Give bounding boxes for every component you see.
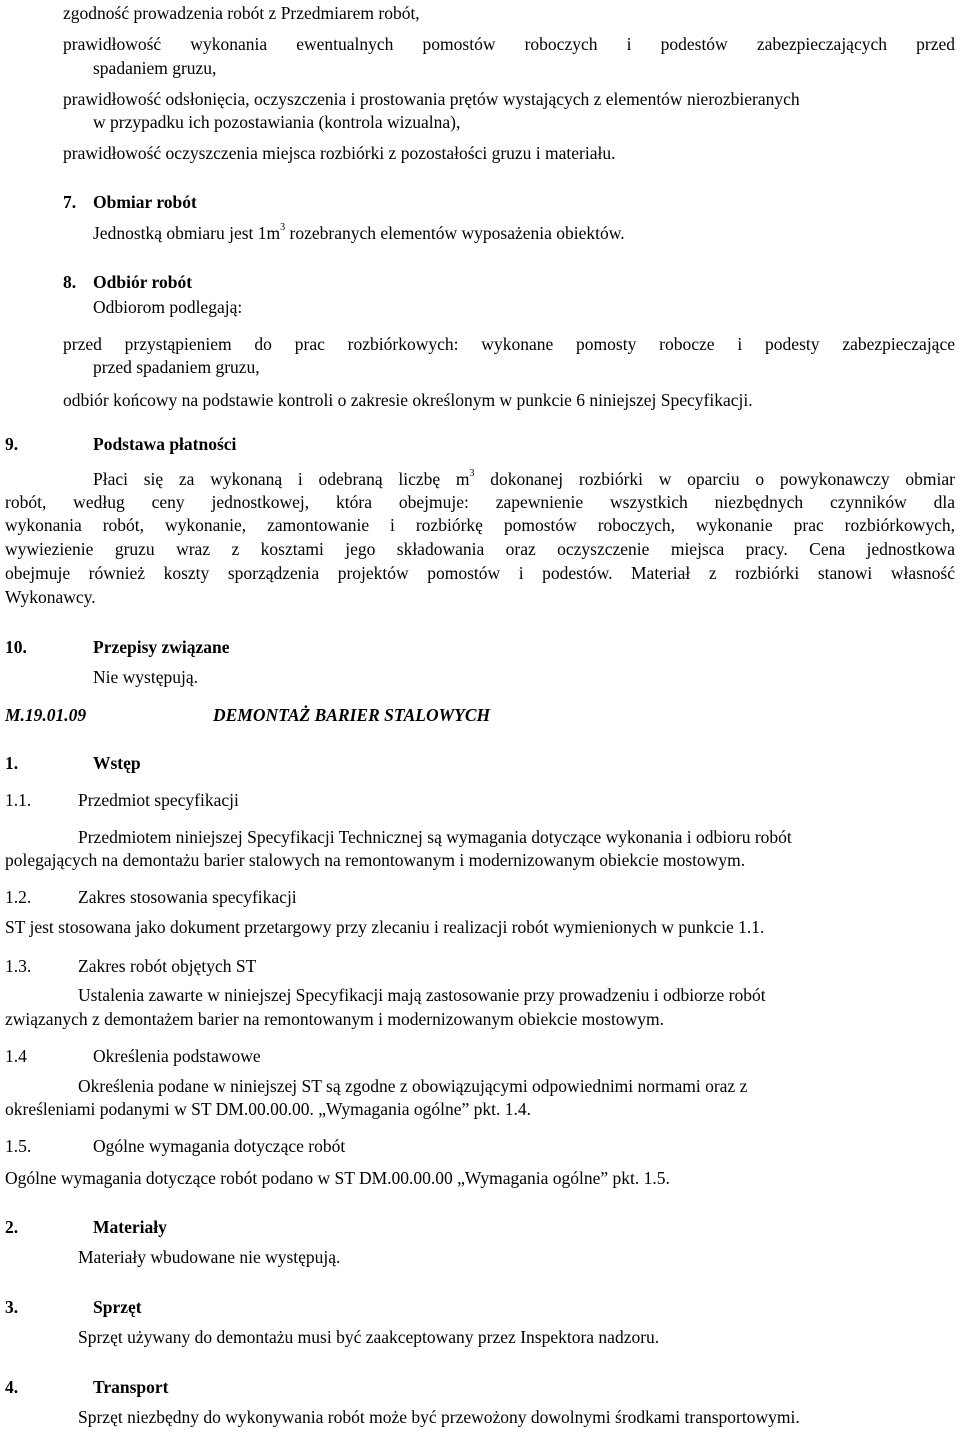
sub-1-2-line-1: ST jest stosowana jako dokument przetargowy przy zlecaniu i realizacji robót wymienionych w punkcie 1.1. [5,917,765,937]
section-9-title: Podstawa płatności [93,434,237,454]
section-9-number: 9. [5,434,19,454]
section-4-text: Sprzęt niezbędny do wykonywania robót może być przewożony dowolnymi środkami transportowymi. [78,1407,800,1427]
section-2-number: 2. [5,1217,19,1237]
sub-1-1-line-2: polegających na demontażu barier stalowych na remontowanym i modernizowanym obiekcie mostowym. [5,850,746,870]
section-8-title: Odbiór robót [93,272,193,292]
section-3-number: 3. [5,1297,19,1317]
section-4-title: Transport [93,1377,169,1397]
sub-1-5-number: 1.5. [5,1136,32,1156]
sub-1-4-title: Określenia podstawowe [93,1046,261,1066]
section-8-item-1-cont: przed spadaniem gruzu, [93,357,260,377]
sub-1-4-line-1: Określenia podane w niniejszej ST są zgodne z obowiązującymi odpowiednimi normami oraz z [78,1076,748,1096]
section-2-title: Materiały [93,1217,167,1237]
sub-1-4-line-2: określeniami podanymi w ST DM.00.00.00. „Wymagania ogólne” pkt. 1.4. [5,1099,531,1119]
section-8-item-1: przed przystąpieniem do prac rozbiórkowych: wykonane pomosty robocze i podesty zabezpieczające [63,334,955,354]
section-8-number: 8. [63,272,77,292]
section-7-text: Jednostką obmiaru jest $1m^3$ rozebranych elementów wyposażenia obiektów. [93,222,625,243]
sub-1-5-title: Ogólne wymagania dotyczące robót [93,1136,346,1156]
section-9-line-4: wywiezienie gruzu wraz z kosztami jego składowania oraz oczyszczenie miejsca pracy. Cena jednostkowa [5,539,955,559]
sub-1-2-number: 1.2. [5,887,32,907]
section-7-number: 7. [63,192,77,212]
sub-1-5-line-1: Ogólne wymagania dotyczące robót podano w ST DM.00.00.00 „Wymagania ogólne” pkt. 1.5. [5,1168,670,1188]
section-10-number: 10. [5,637,27,657]
list-item-pomosty: prawidłowość wykonania ewentualnych pomostów roboczych i podestów zabezpieczających przed [63,34,955,54]
list-item-oczyszczenie: prawidłowość oczyszczenia miejsca rozbiórki z pozostałości gruzu i materiału. [63,143,616,163]
section-9-line-3: wykonania robót, wykonanie, zamontowanie i rozbiórkę pomostów roboczych, wykonanie prac rozbiórkowych, [5,515,955,535]
list-item-zgodnosc: zgodność prowadzenia robót z Przedmiarem robót, [63,3,420,23]
wstep-number: 1. [5,753,19,773]
section-2-text: Materiały wbudowane nie występują. [78,1247,341,1267]
section-8-intro: Odbiorom podlegają: [93,297,243,317]
spec-code: M.19.01.09 [5,705,87,725]
sub-1-1-number: 1.1. [5,790,32,810]
spec-title: DEMONTAŻ BARIER STALOWYCH [213,705,491,725]
section-4-number: 4. [5,1377,19,1397]
sub-1-2-title: Zakres stosowania specyfikacji [78,887,297,907]
section-3-title: Sprzęt [93,1297,142,1317]
section-10-text: Nie występują. [93,667,198,687]
list-item-pretow-cont: w przypadku ich pozostawiania (kontrola wizualna), [93,112,461,132]
section-9-line-6: Wykonawcy. [5,587,96,607]
list-item-pretow: prawidłowość odsłonięcia, oczyszczenia i prostowania prętów wystających z elementów nierozbieranych [63,89,800,109]
section-3-text: Sprzęt używany do demontażu musi być zaakceptowany przez Inspektora nadzoru. [78,1327,660,1347]
wstep-title: Wstęp [93,753,141,773]
section-8-item-2: odbiór końcowy na podstawie kontroli o zakresie określonym w punkcie 6 niniejszej Specyfikacji. [63,390,753,410]
sub-1-1-title: Przedmiot specyfikacji [78,790,239,810]
sub-1-1-line-1: Przedmiotem niniejszej Specyfikacji Technicznej są wymagania dotyczące wykonania i odbioru robót [78,827,792,847]
sub-1-4-number: 1.4 [5,1046,27,1066]
section-7-title: Obmiar robót [93,192,197,212]
sub-1-3-number: 1.3. [5,956,32,976]
sub-1-3-line-2: związanych z demontażem barier na remontowanym i modernizowanym obiekcie mostowym. [5,1009,664,1029]
section-10-title: Przepisy związane [93,637,230,657]
sub-1-3-line-1: Ustalenia zawarte w niniejszej Specyfikacji mają zastosowanie przy prowadzeniu i odbiorze robót [78,985,766,1005]
section-9-line-2: robót, według ceny jednostkowej, która obejmuje: zapewnienie wszystkich niezbędnych czynników dla [5,492,955,512]
sub-1-3-title: Zakres robót objętych ST [78,956,257,976]
list-item-pomosty-cont: spadaniem gruzu, [93,58,217,78]
section-9-line-1: Płaci się za wykonaną i odebraną liczbę $m^3$ dokonanej rozbiórki w oparciu o powykonawczy obmiar [93,468,955,489]
section-9-line-5: obejmuje również koszty sporządzenia projektów pomostów i podestów. Materiał z rozbiórki stanowi własność [5,563,955,583]
